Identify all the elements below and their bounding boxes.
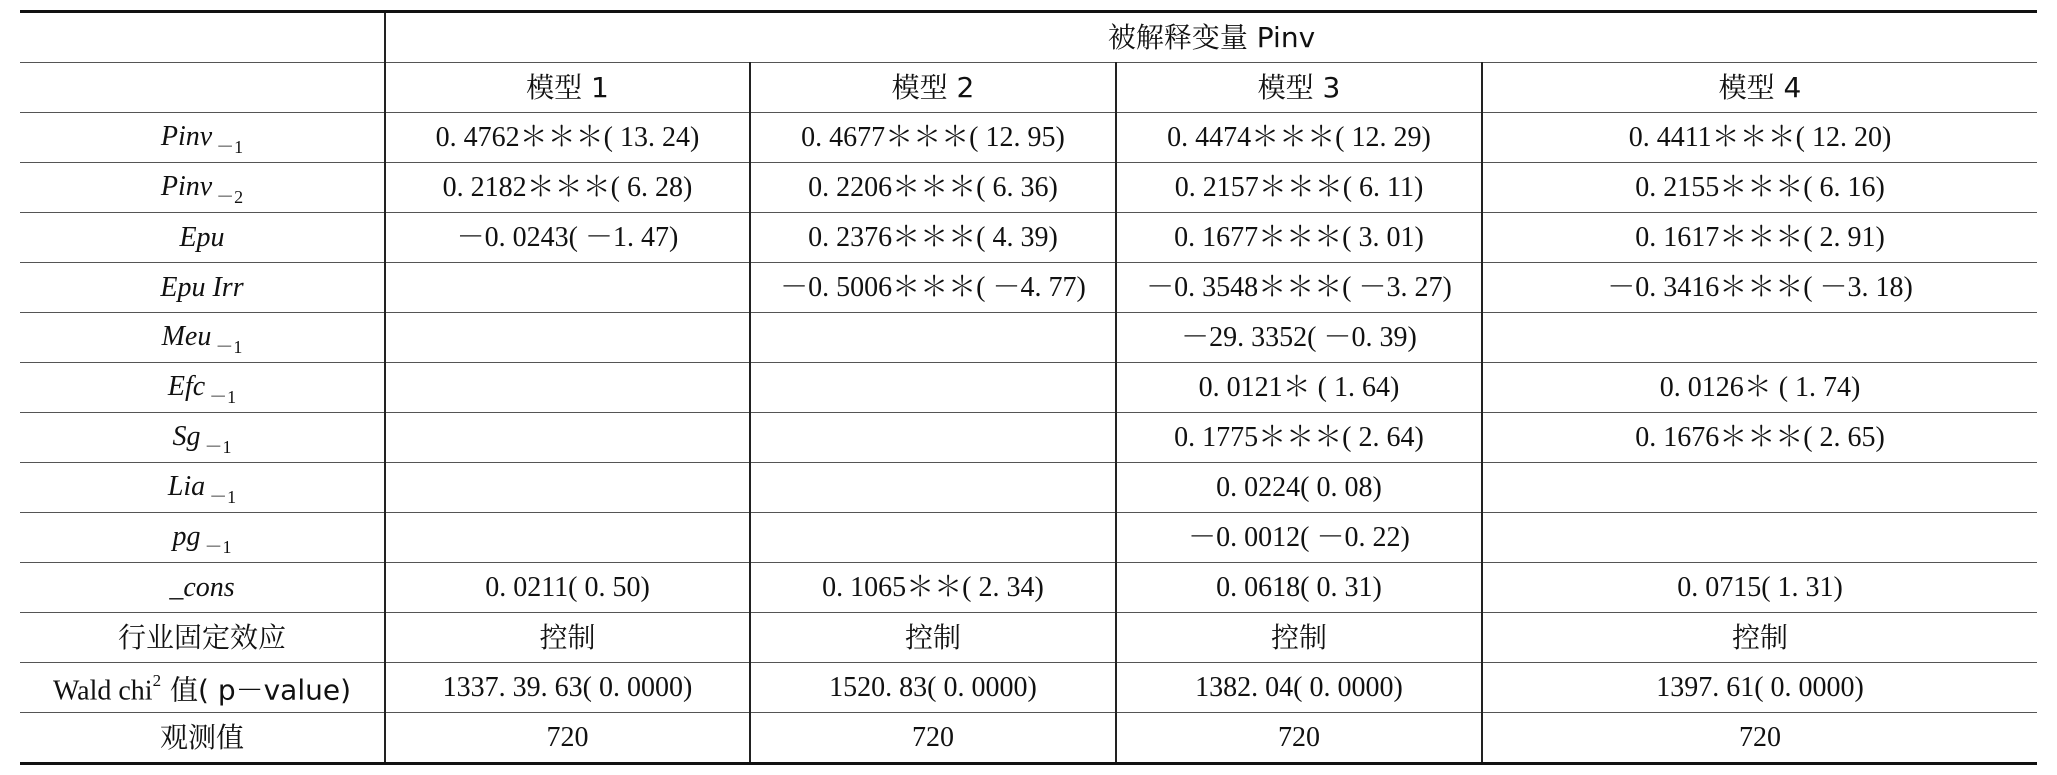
coefficient-cell [750, 463, 1116, 513]
table-row [20, 263, 2037, 313]
coefficient-cell: 0. 0126＊ ( 1. 74) [1482, 363, 2037, 413]
coefficient-cell: 0. 1676＊＊＊( 2. 65) [1482, 413, 2037, 463]
coefficient-cell: 0. 0618( 0. 31) [1116, 563, 1482, 613]
coefficient-cell: 0. 4411＊＊＊( 12. 20) [1482, 113, 2037, 163]
variable-name: pg [172, 520, 201, 552]
coefficient-cell: －0. 0012( －0. 22) [1116, 513, 1482, 563]
industry-fixed-effect-cell: 控制 [1482, 613, 2037, 663]
variable-label [20, 113, 385, 163]
wald-chi2-cell: 1397. 61( 0. 0000) [1482, 663, 2037, 713]
coefficient-cell: 0. 2155＊＊＊( 6. 16) [1482, 163, 2037, 213]
table-body [20, 113, 2037, 764]
table-row [20, 513, 2037, 563]
variable-label [20, 163, 385, 213]
variable-lag-subscript: －1 [216, 136, 244, 157]
wald-chi2-label [20, 663, 385, 713]
header-corner-cell [20, 12, 385, 63]
wald-label-suffix: 值( p－value) [161, 673, 351, 707]
coefficient-cell: 0. 1775＊＊＊( 2. 64) [1116, 413, 1482, 463]
variable-name: Epu Irr [160, 271, 244, 303]
coefficient-cell: 0. 0211( 0. 50) [385, 563, 750, 613]
variable-name: Pinv [160, 120, 213, 152]
coefficient-cell [385, 413, 750, 463]
coefficient-cell [1482, 513, 2037, 563]
observations-cell: 720 [750, 713, 1116, 764]
coefficient-cell: －0. 0243( －1. 47) [385, 213, 750, 263]
variable-lag-subscript: －1 [209, 386, 237, 407]
coefficient-cell [750, 513, 1116, 563]
wald-chi2-cell: 1520. 83( 0. 0000) [750, 663, 1116, 713]
regression-results-table [20, 10, 2037, 765]
variable-label [20, 463, 385, 513]
coefficient-cell: 0. 2376＊＊＊( 4. 39) [750, 213, 1116, 263]
table-row [20, 563, 2037, 613]
variable-lag-subscript: －1 [209, 486, 237, 507]
table-row [20, 363, 2037, 413]
coefficient-cell [750, 313, 1116, 363]
coefficient-cell [750, 413, 1116, 463]
coefficient-cell: 0. 4677＊＊＊( 12. 95) [750, 113, 1116, 163]
observations-cell: 720 [385, 713, 750, 764]
coefficient-cell: 0. 2206＊＊＊( 6. 36) [750, 163, 1116, 213]
model-header-4: 模型 4 [1482, 63, 2037, 113]
coefficient-cell: 0. 1065＊＊( 2. 34) [750, 563, 1116, 613]
table-row [20, 313, 2037, 363]
coefficient-cell: 0. 4762＊＊＊( 13. 24) [385, 113, 750, 163]
model-header-2: 模型 2 [750, 63, 1116, 113]
wald-chi2-row [20, 663, 2037, 713]
coefficient-cell: 0. 2182＊＊＊( 6. 28) [385, 163, 750, 213]
coefficient-cell: －0. 3548＊＊＊( －3. 27) [1116, 263, 1482, 313]
coefficient-cell: 0. 2157＊＊＊( 6. 11) [1116, 163, 1482, 213]
variable-label [20, 513, 385, 563]
coefficient-cell: 0. 4474＊＊＊( 12. 29) [1116, 113, 1482, 163]
industry-fixed-effect-cell: 控制 [385, 613, 750, 663]
observations-cell: 720 [1116, 713, 1482, 764]
wald-label-text: Wald chi [52, 675, 153, 707]
variable-label [20, 213, 385, 263]
table-row [20, 113, 2037, 163]
coefficient-cell: 0. 0715( 1. 31) [1482, 563, 2037, 613]
industry-fixed-effect-cell: 控制 [750, 613, 1116, 663]
regression-table-page [20, 10, 2037, 765]
coefficient-cell [750, 363, 1116, 413]
observations-row [20, 713, 2037, 764]
model-header-row [20, 63, 2037, 113]
observations-label: 观测值 [20, 713, 385, 764]
observations-cell: 720 [1482, 713, 2037, 764]
coefficient-cell [385, 263, 750, 313]
variable-lag-subscript: －1 [215, 336, 243, 357]
coefficient-cell [1482, 463, 2037, 513]
table-row [20, 213, 2037, 263]
model-header-1: 模型 1 [385, 63, 750, 113]
variable-name: Lia [167, 470, 206, 502]
coefficient-cell [1482, 313, 2037, 363]
industry-fixed-effect-label: 行业固定效应 [20, 613, 385, 663]
table-row [20, 463, 2037, 513]
header-corner-cell [20, 63, 385, 113]
dependent-variable-header: 被解释变量 Pinv [385, 12, 2037, 63]
coefficient-cell: 0. 0224( 0. 08) [1116, 463, 1482, 513]
variable-label [20, 363, 385, 413]
variable-name: _cons [169, 571, 235, 603]
variable-label [20, 263, 385, 313]
coefficient-cell: －0. 5006＊＊＊( －4. 77) [750, 263, 1116, 313]
table-row [20, 163, 2037, 213]
variable-name: Sg [172, 420, 201, 452]
variable-name: Meu [161, 320, 212, 352]
variable-lag-subscript: －1 [204, 436, 232, 457]
coefficient-cell [385, 363, 750, 413]
coefficient-cell: 0. 1617＊＊＊( 2. 91) [1482, 213, 2037, 263]
table-header-row [20, 12, 2037, 63]
table-row [20, 413, 2037, 463]
industry-fixed-effect-row [20, 613, 2037, 663]
wald-label-superscript: 2 [152, 670, 162, 690]
wald-chi2-cell: 1337. 39. 63( 0. 0000) [385, 663, 750, 713]
model-header-3: 模型 3 [1116, 63, 1482, 113]
coefficient-cell: －0. 3416＊＊＊( －3. 18) [1482, 263, 2037, 313]
variable-name: Pinv [160, 170, 213, 202]
wald-chi2-cell: 1382. 04( 0. 0000) [1116, 663, 1482, 713]
coefficient-cell: －29. 3352( －0. 39) [1116, 313, 1482, 363]
variable-lag-subscript: －1 [204, 536, 232, 557]
variable-label [20, 563, 385, 613]
variable-name: Efc [167, 370, 206, 402]
coefficient-cell: 0. 0121＊ ( 1. 64) [1116, 363, 1482, 413]
variable-label [20, 413, 385, 463]
coefficient-cell: 0. 1677＊＊＊( 3. 01) [1116, 213, 1482, 263]
coefficient-cell [385, 313, 750, 363]
variable-name: Epu [179, 221, 225, 253]
industry-fixed-effect-cell: 控制 [1116, 613, 1482, 663]
coefficient-cell [385, 513, 750, 563]
variable-lag-subscript: －2 [216, 186, 244, 207]
variable-label [20, 313, 385, 363]
coefficient-cell [385, 463, 750, 513]
